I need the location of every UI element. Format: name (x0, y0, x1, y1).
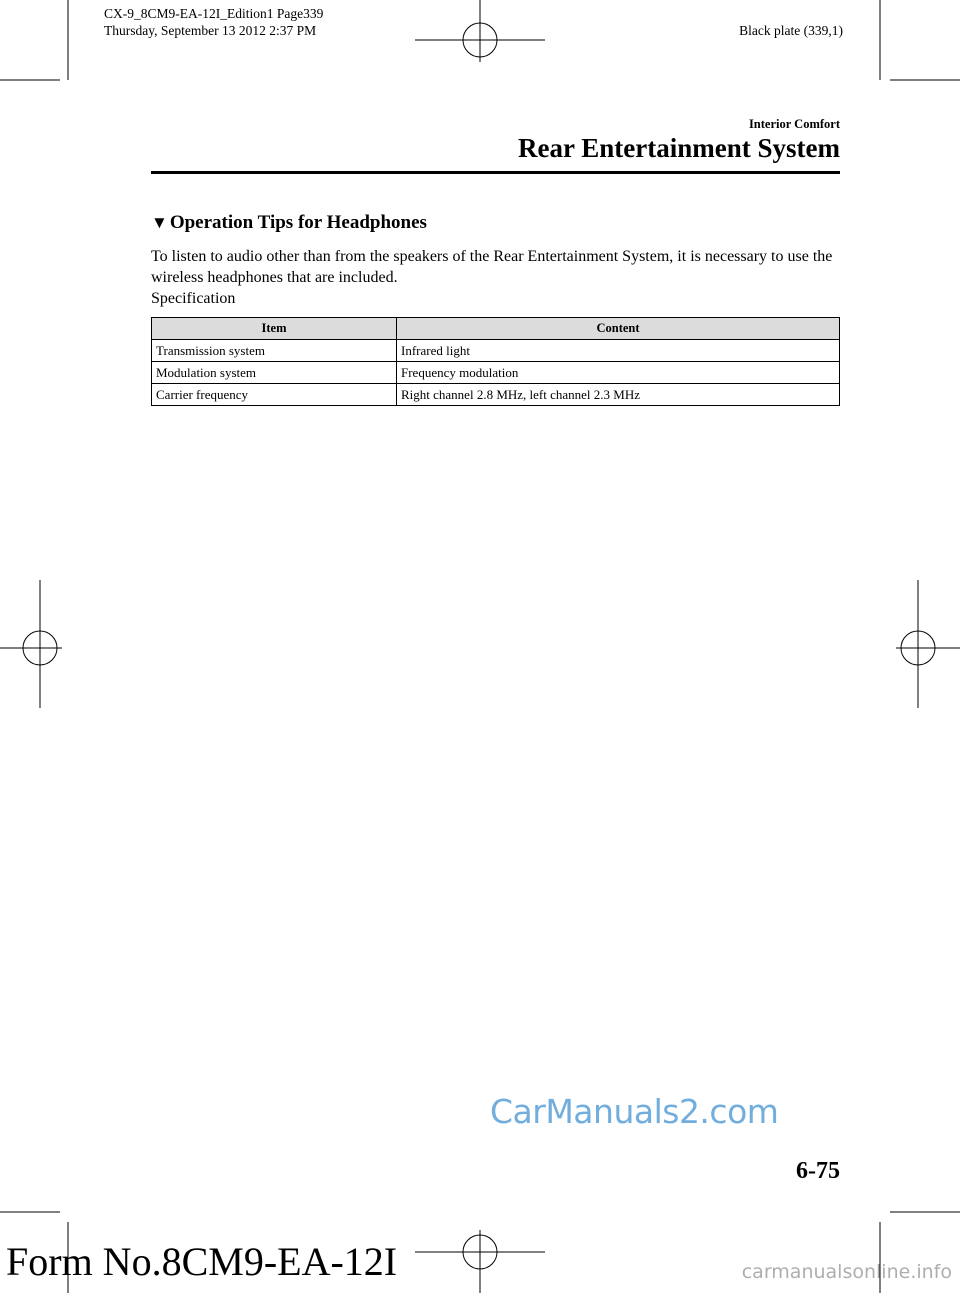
table-header-row (152, 318, 840, 340)
table-row (152, 362, 840, 384)
table-cell-item: Modulation system (152, 362, 397, 384)
body-paragraph: To listen to audio other than from the speakers of the Rear Entertainment System, it is necessary to use the wireless headphones that are included. (151, 248, 833, 286)
page-title: Rear Entertainment System (518, 133, 840, 163)
site-watermark: carmanualsonline.info (741, 1261, 952, 1283)
print-header-date: Thursday, September 13 2012 2:37 PM (104, 23, 317, 38)
specification-label: Specification (151, 290, 236, 307)
page-number: 6-75 (796, 1158, 840, 1184)
table-row (152, 384, 840, 406)
table-cell-content: Infrared light (397, 340, 840, 362)
form-number: Form No.8CM9-EA-12I (6, 1239, 398, 1284)
watermark-logo: CarManuals2.com (490, 1092, 779, 1131)
section-label: Interior Comfort (748, 117, 840, 131)
plate-label: Black plate (339,1) (739, 23, 843, 38)
column-header-item: Item (152, 318, 397, 340)
column-header-content: Content (397, 318, 840, 340)
specification-table (151, 317, 840, 406)
table-cell-item: Transmission system (152, 340, 397, 362)
sub-heading (151, 210, 427, 236)
table-cell-content: Frequency modulation (397, 362, 840, 384)
table-cell-item: Carrier frequency (152, 384, 397, 406)
print-header-file: CX-9_8CM9-EA-12I_Edition1 Page339 (104, 6, 324, 21)
table-cell-content: Right channel 2.8 MHz, left channel 2.3 MHz (397, 384, 840, 406)
table-row (152, 340, 840, 362)
sub-heading-text: Operation Tips for Headphones (169, 212, 427, 233)
title-rule (151, 171, 840, 174)
triangle-down-icon: ▼ (151, 213, 168, 232)
